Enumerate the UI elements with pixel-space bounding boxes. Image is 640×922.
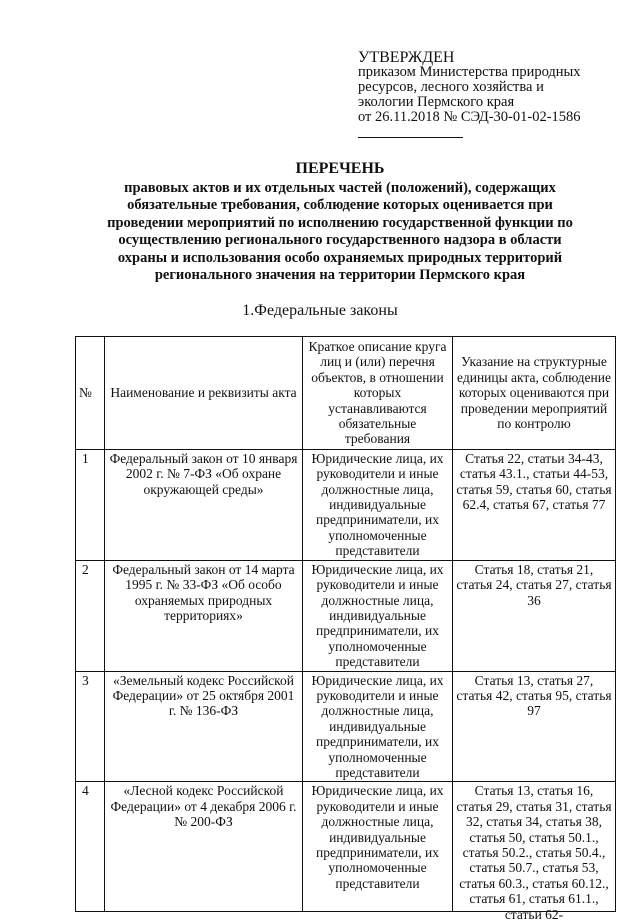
approval-heading: УТВЕРЖДЕН <box>358 49 455 66</box>
approval-divider <box>358 137 463 138</box>
title-line: охраны и использования особо охраняемых природных территорий <box>117 249 563 266</box>
table-row <box>76 782 616 912</box>
row-num: 1 <box>76 449 105 560</box>
title-main: ПЕРЕЧЕНЬ <box>295 160 385 177</box>
table-row <box>76 449 616 560</box>
row-name: Федеральный закон от 14 марта 1995 г. № 33-ФЗ «Об особо охраняемых природных территориях» <box>105 560 303 671</box>
header-num: № <box>76 337 105 450</box>
row-description: Юридические лица, их руководители и иные должностные лица, индивидуальные предприниматели, их уполномоченные представители <box>303 560 453 671</box>
title-line: правовых актов и их отдельных частей (положений), содержащих <box>124 179 556 196</box>
row-num: 2 <box>76 560 105 671</box>
row-name: Федеральный закон от 10 января 2002 г. № 7-ФЗ «Об охране окружающей среды» <box>105 449 303 560</box>
row-num: 3 <box>76 671 105 782</box>
acts-table <box>75 336 616 922</box>
header-name: Наименование и реквизиты акта <box>105 337 303 450</box>
title-line: проведении мероприятий по исполнению государственной функции по <box>107 214 573 231</box>
row-units-cell <box>453 782 616 922</box>
title-line: обязательные требования, соблюдение которых оценивается при <box>127 197 553 213</box>
row-num: 4 <box>76 782 105 912</box>
section-title: 1.Федеральные законы <box>242 302 398 319</box>
row-description: Юридические лица, их руководители и иные должностные лица, индивидуальные предприниматели, их уполномоченные представители <box>303 671 453 782</box>
table-header-row <box>76 337 616 450</box>
approval-block <box>358 50 618 138</box>
row-description: Юридические лица, их руководители и иные должностные лица, индивидуальные предприниматели, их уполномоченные представители <box>303 782 453 912</box>
row-units: Статья 13, статья 27, статья 42, статья 95, статья 97 <box>453 671 616 782</box>
title-line: осуществлению регионального государственного надзора в области <box>118 232 562 248</box>
table-row <box>76 671 616 782</box>
approval-line: от 26.11.2018 № СЭД-30-01-02-1586 <box>358 109 581 125</box>
row-name: «Земельный кодекс Российской Федерации» от 25 октября 2001 г. № 136-ФЗ <box>105 671 303 782</box>
title-line: регионального значения на территории Пермского края <box>154 267 526 283</box>
approval-line: ресурсов, лесного хозяйства и <box>358 79 544 95</box>
approval-line: приказом Министерства природных <box>358 64 581 80</box>
approval-line: экологии Пермского края <box>358 94 515 110</box>
row-name: «Лесной кодекс Российской Федерации» от 4 декабря 2006 г. № 200-ФЗ <box>105 782 303 912</box>
table-row <box>76 560 616 671</box>
row-units: Статья 13, статья 16, статья 29, статья 31, статья 32, статья 34, статья 38, статья 50, статья 50.1., статья 50.2., статья 50.4., статья 50.7., статья 53, статья 60.3., статья 60.12., статья 61, статья 61.1., статьи 62- <box>456 783 612 922</box>
header-description: Краткое описание круга лиц и (или) перечня объектов, в отношении которых устанавливаются обязательные требования <box>303 337 453 450</box>
row-units: Статья 18, статья 21, статья 24, статья 27, статья 36 <box>453 560 616 671</box>
row-units: Статья 22, статьи 34-43, статья 43.1., статьи 44-53, статья 59, статья 60, статья 62.4, статья 67, статья 77 <box>453 449 616 560</box>
document-title <box>90 160 590 285</box>
header-units: Указание на структурные единицы акта, соблюдение которых оцениваются при проведении мероприятий по контролю <box>453 337 616 450</box>
row-description: Юридические лица, их руководители и иные должностные лица, индивидуальные предприниматели, их уполномоченные представители <box>303 449 453 560</box>
